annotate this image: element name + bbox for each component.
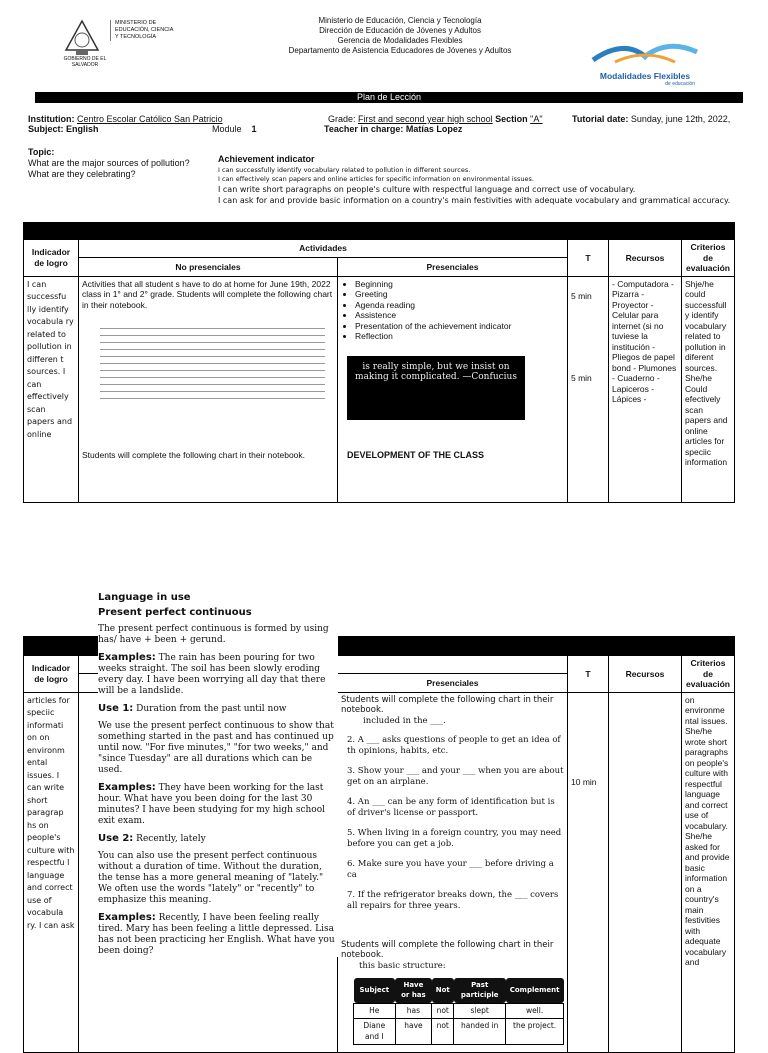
time-cell (568, 692, 609, 1052)
plan-title: Plan de Lección (35, 92, 743, 103)
header-recursos: Recursos (609, 240, 682, 277)
grammar-cell: not (432, 1019, 454, 1045)
exercise-item: 3. Show your ___ and your ___ when you are about get on an airplane. (347, 765, 564, 787)
book-swoosh-icon (585, 38, 705, 66)
institution-label: Institution: (28, 114, 75, 124)
header-indicador: Indicador de logro (24, 240, 79, 277)
exercise-item: 4. An ___ can be any form of identification but is of driver's license or passport. (347, 796, 555, 818)
time-value: 10 min (571, 776, 597, 787)
header-criterios: Criterios de evaluación (682, 656, 735, 693)
criterios-cell: Shje/he could successfull y identify vocabulary related to pollution in diferent sources. She/he Could efectively scan papers and online articles for speciic information (682, 276, 735, 502)
ministry-logo-caption: MINISTERIO DE EDUCACIÓN, CIENCIA Y TECNOLOGÍA (110, 20, 175, 41)
grammar-cell: has (395, 1003, 432, 1019)
achievement-label: Achievement indicator (218, 154, 315, 164)
ministry-header (230, 16, 570, 56)
ministry-line: Departamento de Asistencia Educadores de Jóvenes y Adultos (288, 46, 512, 55)
header-t: T (568, 656, 609, 693)
exercise-item: 7. If the refrigerator breaks down, the ___ covers all repairs for three years. (347, 889, 559, 911)
time-cell (568, 276, 609, 502)
list-item: • Agenda reading (355, 300, 564, 311)
ministry-logo (62, 18, 174, 68)
list-item: • Assistence (355, 310, 564, 321)
list-item: • Reflection (355, 331, 564, 342)
examples-label: Examples: (98, 912, 156, 923)
tutorial-label: Tutorial date: (572, 114, 629, 124)
exercise-item: 6. Make sure you have your ___ before driving a ca (347, 858, 554, 880)
header-indicador: Indicador de logro (24, 656, 79, 693)
teacher-label: Teacher in charge: (324, 124, 404, 134)
section-label: Section (495, 114, 528, 124)
topic-label: Topic: (28, 147, 55, 157)
structure-label: this basic structure: (359, 960, 446, 971)
grade-value: First and second year high school (358, 114, 493, 124)
use1-title: Duration from the past until now (136, 704, 287, 714)
presenciales-cell (338, 692, 568, 1052)
exercise-item: 2. A ___ asks questions of people to get an idea of th opinions, habits, etc. (347, 734, 561, 756)
time-value: 5 min (571, 373, 592, 383)
header-no-presenciales: No presenciales (79, 258, 338, 276)
examples-text: Recently, I have been feeling really tired. Mary has been feeling a little depressed. Lisa has not been practicing her English. What have you been doing? (98, 913, 335, 956)
confucius-quote-image: is really simple, but we insist on making it complicated. —Confucius (347, 356, 525, 420)
topic-line: What are the major sources of pollution? (28, 158, 190, 168)
indicador-cell: articles for speciic informati on on environm ental issues. I can write short paragrap hs on people's culture with respectfu l language and correct use of vocabula ry. I can ask (24, 692, 79, 1052)
grammar-cell: well. (506, 1003, 564, 1019)
achievement-block (218, 147, 738, 206)
development-heading: DEVELOPMENT OF THE CLASS (347, 449, 485, 460)
coat-of-arms-icon (62, 18, 102, 58)
recursos-cell: - Computadora - Pizarra - Proyector - Celular para internet (si no tuviese la institución - Pliegos de papel bond - Plumones - Cuaderno - Lapiceros - Lápices - (609, 276, 682, 502)
exercise-item: 5. When living in a foreign country, you may need before you can get a job. (347, 827, 562, 849)
examples-label: Examples: (98, 782, 156, 793)
achievement-line: I can ask for and provide basic information on a country's main festivities with adequate vocabulary and grammatical accuracy. (218, 196, 731, 205)
grammar-header: Past participle (454, 978, 506, 1004)
ministry-line: Dirección de Educación de Jóvenes y Adultos (319, 26, 481, 35)
header-presenciales: Presenciales (338, 674, 568, 692)
modalidades-logo-text: Modalidades Flexibles (599, 71, 691, 81)
grammar-cell: He (354, 1003, 396, 1019)
criterios-cell: on environme ntal issues. She/he wrote short paragraphs on people's culture with respectful language and correct use of vocabulary. She/he asked for and provide basic information on a country's main festivities with adequate vocabulary and (682, 692, 735, 1052)
subject-label: Subject: (28, 124, 64, 134)
list-item: • Greeting (355, 289, 564, 300)
teacher-value: Matías Lopez (405, 124, 463, 134)
list-item: • Presentation of the achievement indicator (355, 321, 564, 332)
pres-instruction: Students will complete the following chart in their notebook. (341, 694, 554, 715)
teacher-row (324, 124, 462, 135)
no-presenciales-cell (79, 276, 338, 502)
module-row (212, 124, 257, 135)
lesson-table-1 (23, 222, 735, 503)
grammar-cell: have (395, 1019, 432, 1045)
subject-row (28, 124, 99, 135)
topic-line: What are they celebrating? (28, 169, 136, 179)
module-value: 1 (251, 124, 257, 134)
grammar-subheading: Present perfect continuous (98, 607, 252, 618)
grammar-cell: handed in (454, 1019, 506, 1045)
grammar-header: Have or has (395, 978, 432, 1004)
modalidades-logo (585, 38, 715, 87)
grammar-cell: Diane and I (354, 1019, 396, 1045)
indicador-cell: I can successfu lly identify vocabula ry related to pollution in differen t sources. I can effectively scan papers and online (24, 276, 79, 502)
use2-text: You can also use the present perfect continuous without a duration of time. Without the duration, the tense has a more general meaning of "lately." We often use the words "lately" or "recently" to emphasize this meaning. (98, 851, 324, 905)
vocabulary-worksheet-image (100, 322, 325, 404)
recursos-cell (609, 692, 682, 1052)
no-pres-instruction-2: Students will complete the following chart in their notebook. (82, 450, 306, 460)
pres-instruction-2: Students will complete the following chart in their notebook. (341, 939, 554, 960)
grammar-heading: Language in use (98, 592, 191, 603)
ministry-line: Gerencia de Modalidades Flexibles (337, 36, 463, 45)
grammar-reference-image (98, 592, 338, 957)
use1-text: We use the present perfect continuous to show that something started in the past and has continued up until now. "For five minutes," "for two weeks," and "since Tuesday" are all durations which can be used. (98, 721, 334, 775)
topic-block (28, 147, 218, 180)
achievement-line: I can successfully identify vocabulary related to pollution in different sources. (218, 166, 471, 174)
examples-label: Examples: (98, 652, 156, 663)
grammar-cell: slept (454, 1003, 506, 1019)
presenciales-cell (338, 276, 568, 502)
header-recursos: Recursos (609, 656, 682, 693)
exercise-list (341, 735, 564, 912)
time-value: 5 min (571, 290, 592, 301)
grammar-cell: not (432, 1003, 454, 1019)
presenciales-list (341, 279, 564, 342)
achievement-line: I can effectively scan papers and online articles for specific information on environmental issues. (218, 175, 534, 183)
header-actividades: Actividades (79, 240, 568, 258)
grammar-header: Not (432, 978, 454, 1004)
institution-value: Centro Escolar Católico San Patricio (77, 114, 223, 124)
header-criterios: Criterios de evaluación (682, 240, 735, 277)
ministry-line: Ministerio de Educación, Ciencia y Tecnología (318, 16, 482, 25)
use2-label: Use 2: (98, 833, 134, 844)
examples-text: The rain has been pouring for two weeks straight. The soil has been slowly eroding every day. I have been worrying all day that there will be a landslide. (98, 653, 326, 696)
grade-label: Grade: (328, 114, 356, 124)
header-presenciales: Presenciales (338, 258, 568, 276)
modalidades-logo-sub: de educación (665, 81, 695, 87)
grammar-header: Complement (506, 978, 564, 1004)
use1-label: Use 1: (98, 703, 134, 714)
header-t: T (568, 240, 609, 277)
no-pres-instruction: Activities that all student s have to do at home for June 19th, 2022 class in 1° and 2° grade. Students will complete the following chart in their notebook. (82, 278, 333, 310)
examples-text: They have been working for the last hour. What have you been doing for the last 30 minutes? I have been studying for my high school exit exam. (98, 783, 326, 826)
section-value: "A" (530, 114, 543, 124)
exercise-lead: included in the ___. (363, 715, 446, 726)
tutorial-value: Sunday, june 12th, 2022, (630, 114, 731, 124)
module-label: Module (212, 124, 242, 134)
subject-value: English (66, 124, 99, 134)
list-item: • Beginning (355, 279, 564, 290)
grammar-structure-table (353, 978, 564, 1046)
grammar-header: Subject (354, 978, 396, 1004)
use2-title: Recently, lately (136, 834, 206, 844)
grammar-cell: the project. (506, 1019, 564, 1045)
achievement-line: I can write short paragraphs on people's culture with respectful language and correct use of vocabulary. (218, 185, 636, 194)
tutorial-row (572, 114, 730, 125)
grammar-intro: The present perfect continuous is formed by using has/ have + been + gerund. (98, 624, 329, 645)
gov-caption: GOBIERNO DE EL SALVADOR (63, 56, 107, 68)
